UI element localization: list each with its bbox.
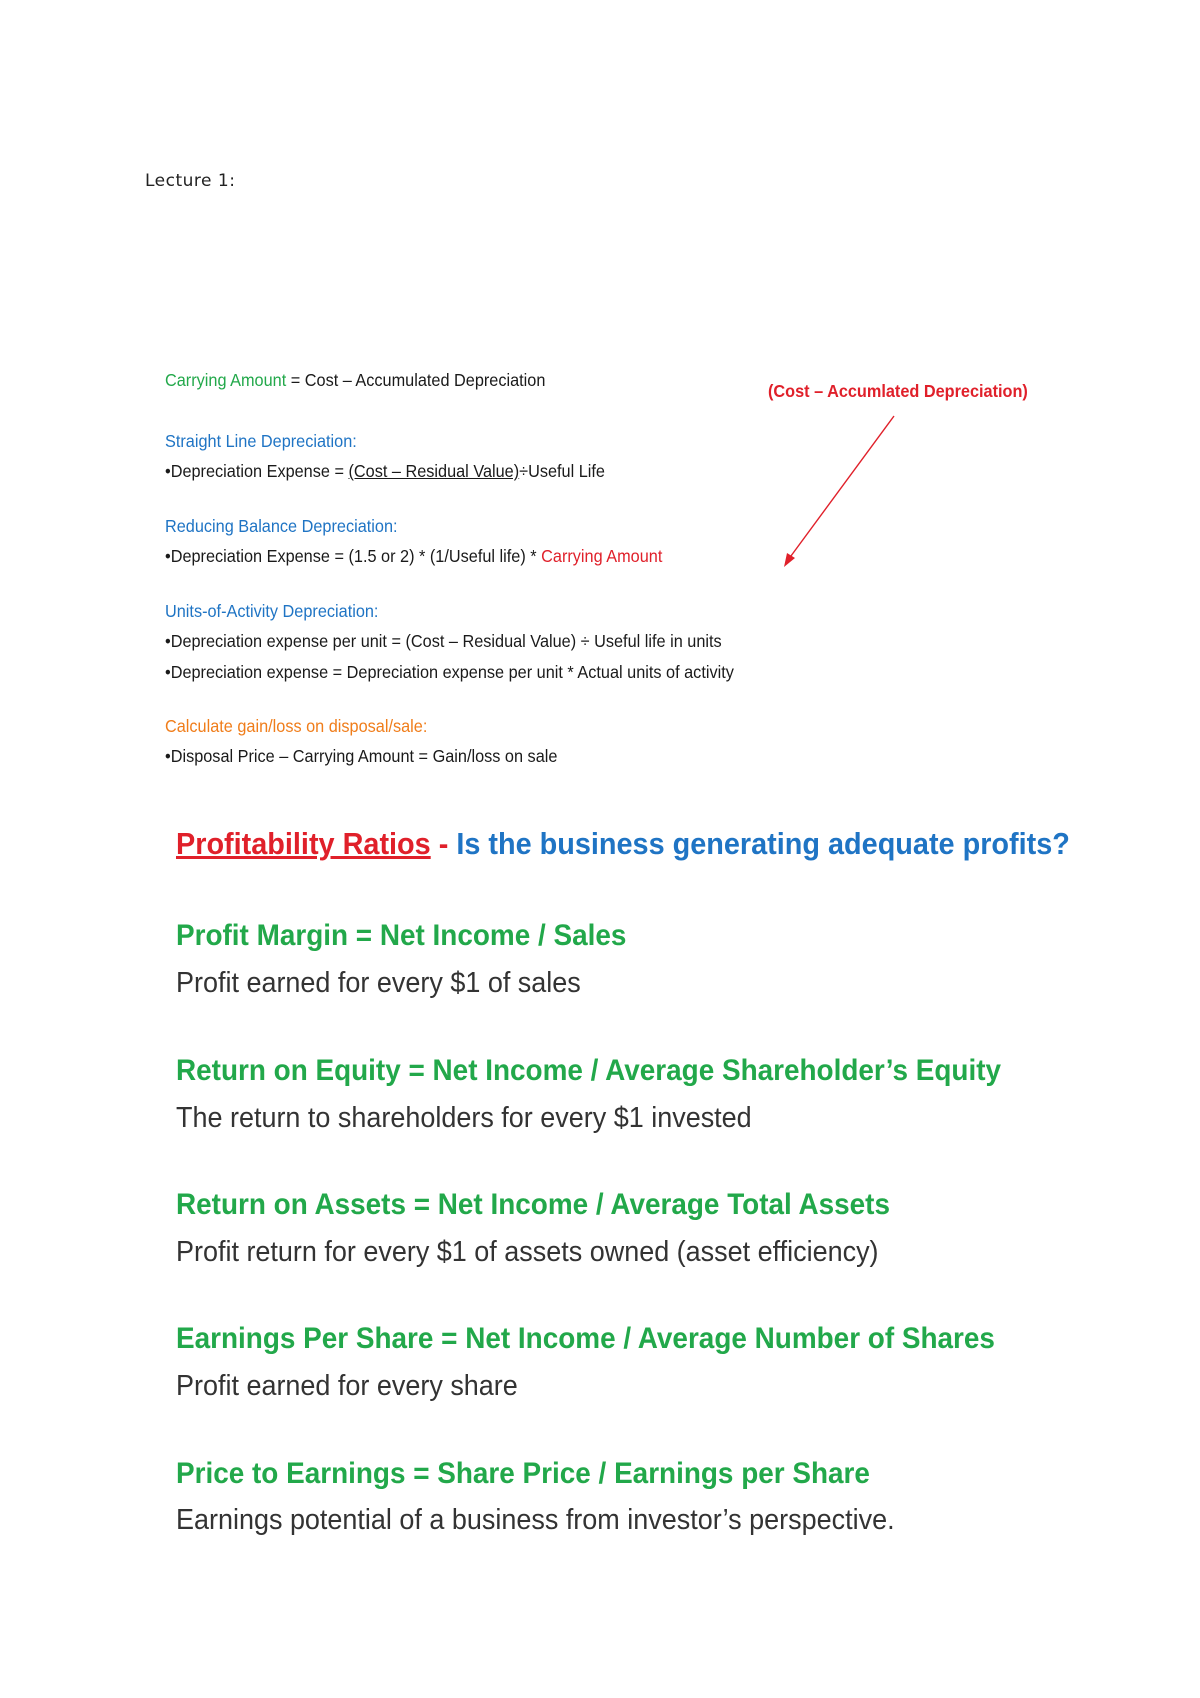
ratio-formula-profit-margin: Profit Margin = Net Income / Sales — [176, 919, 627, 952]
reducing-balance-carrying-amount: Carrying Amount — [541, 546, 663, 566]
carrying-amount-formula: = Cost – Accumulated Depreciation — [286, 370, 546, 390]
ratio-description-price-to-earnings: Earnings potential of a business from investor’s perspective. — [176, 1504, 895, 1536]
straight-line-formula — [165, 461, 605, 482]
profitability-separator: - — [430, 826, 457, 861]
units-of-activity-heading: Units-of-Activity Depreciation: — [165, 601, 379, 621]
units-of-activity-line-2: •Depreciation expense = Depreciation expense per unit * Actual units of activity — [165, 662, 734, 682]
annotation-arrow — [770, 410, 900, 570]
ratio-description-profit-margin: Profit earned for every $1 of sales — [176, 967, 581, 999]
straight-line-prefix: •Depreciation Expense = — [165, 461, 349, 481]
ratio-formula-return-on-equity: Return on Equity = Net Income / Average Shareholder’s Equity — [176, 1054, 1002, 1087]
carrying-amount-line — [165, 370, 545, 391]
ratio-formula-return-on-assets: Return on Assets = Net Income / Average Total Assets — [176, 1188, 890, 1221]
reducing-balance-formula — [165, 546, 662, 567]
straight-line-numerator: (Cost – Residual Value) — [348, 461, 520, 481]
profitability-heading — [176, 826, 1070, 862]
profitability-question: Is the business generating adequate profits? — [456, 826, 1070, 861]
ratio-description-return-on-equity: The return to shareholders for every $1 invested — [176, 1102, 752, 1134]
ratio-formula-price-to-earnings: Price to Earnings = Share Price / Earnings per Share — [176, 1457, 870, 1490]
ratio-description-earnings-per-share: Profit earned for every share — [176, 1370, 518, 1402]
reducing-balance-prefix: •Depreciation Expense = (1.5 or 2) * (1/Useful life) * — [165, 546, 542, 566]
carrying-amount-term: Carrying Amount — [165, 370, 287, 390]
profitability-title: Profitability Ratios — [176, 826, 431, 861]
straight-line-suffix: ÷Useful Life — [519, 461, 605, 481]
straight-line-heading: Straight Line Depreciation: — [165, 431, 357, 451]
lecture-title: Lecture 1: — [145, 171, 236, 191]
units-of-activity-line-1: •Depreciation expense per unit = (Cost – Residual Value) ÷ Useful life in units — [165, 631, 722, 651]
ratio-formula-earnings-per-share: Earnings Per Share = Net Income / Average Number of Shares — [176, 1322, 995, 1355]
ratio-description-return-on-assets: Profit return for every $1 of assets owned (asset efficiency) — [176, 1236, 879, 1268]
cost-annotation: (Cost – Accumlated Depreciation) — [768, 381, 1028, 401]
reducing-balance-heading: Reducing Balance Depreciation: — [165, 516, 398, 536]
gain-loss-heading: Calculate gain/loss on disposal/sale: — [165, 716, 428, 736]
gain-loss-formula: •Disposal Price – Carrying Amount = Gain/loss on sale — [165, 746, 558, 766]
